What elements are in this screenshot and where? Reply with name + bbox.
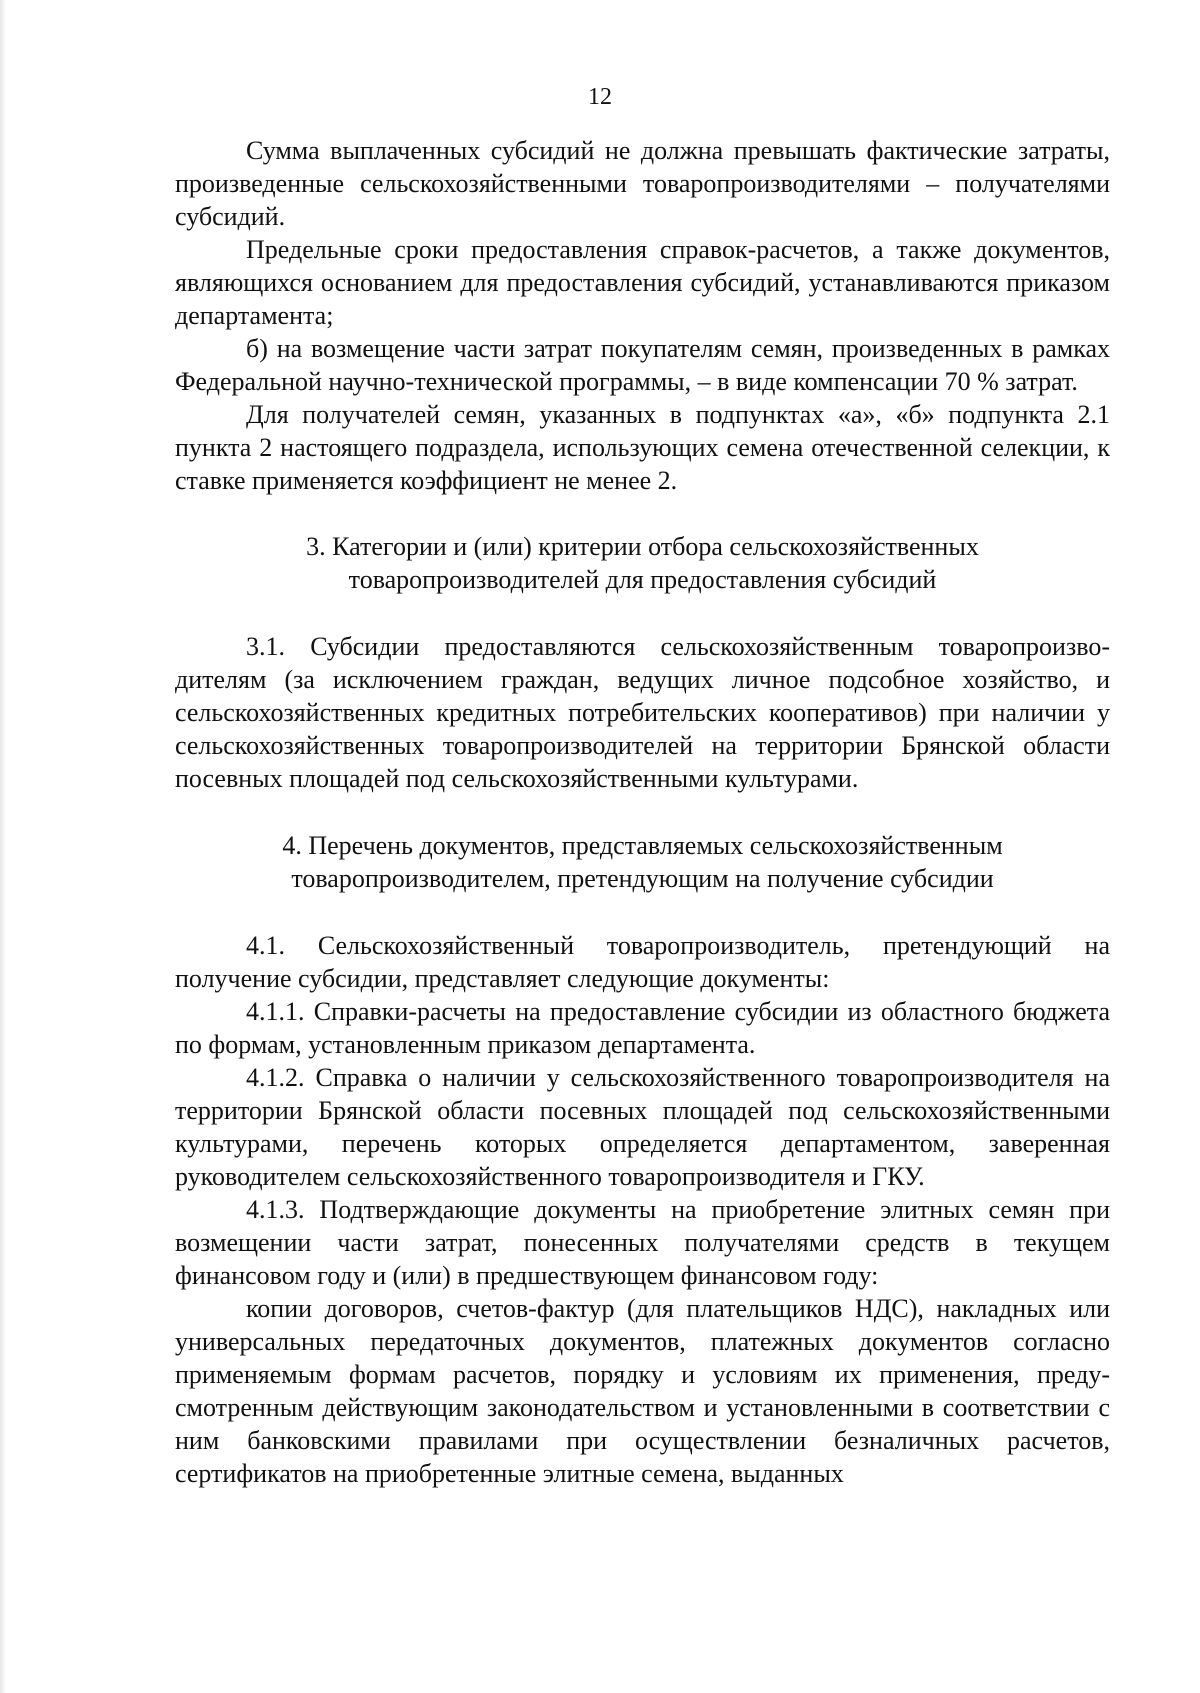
paragraph-coefficient: Для получателей семян, указанных в подпунктах «а», «б» подпункта 2.1 пункта 2 настоящего подраздела, использующих семена отечественной селекции, к ставке применяется коэффициент не менее 2.: [175, 400, 1110, 495]
section-3-heading-line-2: товаропроизводителей для предоставления субсидий: [348, 565, 937, 594]
paragraph-4-1-1: 4.1.1. Справки-расчеты на предоставление субсидии из областного бюджета по формам, установленным приказом департамента.: [175, 997, 1110, 1059]
section-4-heading: [175, 829, 1110, 895]
paragraph-4-1-2: 4.1.2. Справка о наличии у сельскохозяйственного товаропроизводителя на территории Брянской области посевных площадей под сельскохозяйственными культурами, перечень которых определяется департаментом, заверенная руководителем сельскохозяйственного товаропроизводителя и ГКУ.: [175, 1063, 1110, 1191]
document-body: [175, 134, 1110, 1490]
section-3-heading: [175, 530, 1110, 596]
section-3-heading-line-1: 3. Категории и (или) критерии отбора сельскохозяйственных: [306, 532, 979, 561]
paragraph-4-1: 4.1. Сельскохозяйственный товаропроизводитель, претендующий на получение субсидии, представляет следующие документы:: [175, 931, 1110, 993]
paragraph-4-1-3: 4.1.3. Подтверждающие документы на приобретение элитных семян при возмещении части затрат, понесенных получателями средств в текущем финансовом году и (или) в предшествующем финансовом году:: [175, 1195, 1110, 1290]
paragraph-3-1: 3.1. Субсидии предоставляются сельскохозяйственным товаропроизводителям (за исключением граждан, ведущих личное подсобное хозяйство, и сельскохозяйственных кредитных потребительских кооперативов) при наличии у сельскохозяйственных товаропроизводителей на территории Брянской области посевных площадей под сельскохозяйственными культурами.: [175, 632, 1110, 793]
paragraph-subsidy-limit: Сумма выплаченных субсидий не должна превышать фактические затраты, произведенные сельскохозяйственными товаропроизводителями – получателями субсидий.: [175, 136, 1110, 231]
paragraph-seed-compensation: б) на возмещение части затрат покупателям семян, произведенных в рамках Федеральной научно-технической программы, – в виде компенсации 70 % затрат.: [175, 334, 1110, 396]
page-number: 12: [588, 84, 612, 110]
section-4-heading-line-2: товаропроизводителем, претендующим на получение субсидии: [291, 864, 994, 893]
paragraph-deadlines: Предельные сроки предоставления справок-расчетов, а также документов, являющихся основанием для предоставления субсидий, устанавливаются приказом департамента;: [175, 235, 1110, 330]
paragraph-document-copies: копии договоров, счетов-фактур (для плательщиков НДС), накладных или универсальных передаточных документов, платежных документов согласно применяемым формам расчетов, порядку и условиям их применения, предусмотренным действующим законодательством и установленными в соответствии с ним банковскими правилами при осуществлении безналичных расчетов, сертификатов на приобретенные элитные семена, выданных: [175, 1294, 1110, 1488]
section-4-heading-line-1: 4. Перечень документов, представляемых сельскохозяйственным: [282, 831, 1003, 860]
scan-edge-shadow: [0, 0, 6, 1693]
